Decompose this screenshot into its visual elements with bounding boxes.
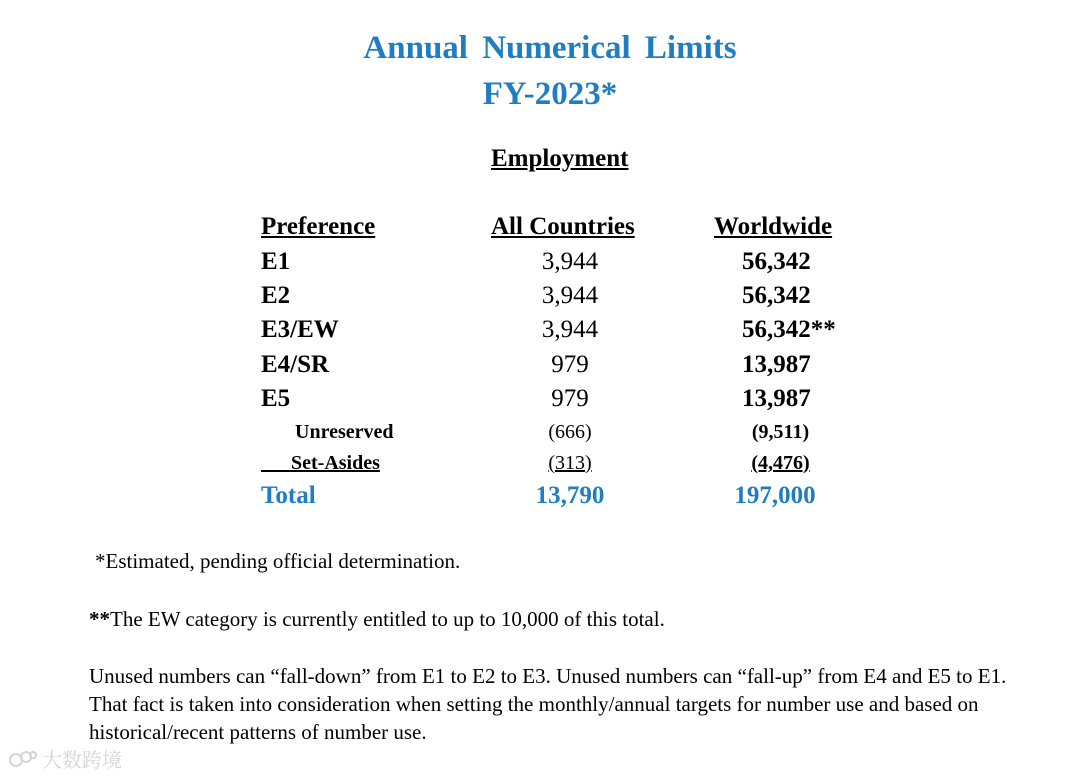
section-heading-employment: Employment: [491, 145, 629, 172]
row-all-countries: (666): [548, 421, 592, 443]
column-header-preference: Preference: [261, 213, 376, 240]
table-row-total: [0, 482, 1080, 516]
footnote-estimated: *Estimated, pending official determination.: [95, 549, 461, 573]
footnote-ew-stars: **: [89, 607, 110, 631]
watermark: [8, 744, 122, 773]
footnote-unused-numbers: Unused numbers can “fall-down” from E1 to E2 to E3. Unused numbers can “fall-up” from E4 and E5 to E1. That fact is taken into consideration when setting the monthly/annual targets for number use and based on historical/recent patterns of number use.: [89, 664, 1007, 744]
row-all-countries: 979: [551, 351, 589, 378]
row-preference: E4/SR: [261, 351, 330, 378]
row-preference: E1: [261, 248, 291, 275]
row-all-countries: 3,944: [541, 248, 599, 275]
row-worldwide: 56,342**: [742, 316, 836, 343]
table-row: [0, 282, 1080, 316]
table-row: [0, 351, 1080, 385]
footnote-ew-category: [89, 605, 665, 633]
row-preference: E3/EW: [261, 316, 339, 343]
row-worldwide: 13,987: [742, 351, 811, 378]
footnote-ew-text: The EW category is currently entitled to up to 10,000 of this total.: [110, 607, 665, 631]
row-preference-label: Set-Asides: [291, 452, 380, 474]
row-preference: E2: [261, 282, 291, 309]
brand-logo-icon: [8, 749, 38, 769]
row-all-countries: 3,944: [541, 316, 599, 343]
page-subtitle-fiscal-year: FY-2023*: [482, 76, 618, 112]
row-worldwide: (4,476): [751, 452, 810, 474]
row-all-countries: 979: [551, 385, 589, 412]
table-row: [0, 316, 1080, 350]
table-row: [0, 248, 1080, 282]
column-header-worldwide: Worldwide: [714, 213, 833, 240]
row-preference: [261, 452, 380, 475]
watermark-text: 大数跨境: [42, 748, 122, 772]
total-label: Total: [261, 482, 316, 509]
total-worldwide: 197,000: [734, 482, 816, 509]
row-worldwide: 13,987: [742, 385, 811, 412]
page-title: Annual Numerical Limits: [363, 30, 737, 66]
table-row-subcategory: [0, 452, 1080, 486]
total-all-countries: 13,790: [535, 482, 605, 509]
row-all-countries: (313): [548, 452, 592, 474]
table-row-subcategory: [0, 421, 1080, 455]
row-preference: Unreserved: [295, 421, 394, 443]
row-worldwide: (9,511): [751, 421, 810, 443]
row-preference: E5: [261, 385, 291, 412]
row-all-countries: 3,944: [541, 282, 599, 309]
row-worldwide: 56,342: [742, 248, 811, 275]
table-row: [0, 385, 1080, 419]
column-header-all-countries: All Countries: [491, 213, 635, 240]
row-worldwide: 56,342: [742, 282, 811, 309]
